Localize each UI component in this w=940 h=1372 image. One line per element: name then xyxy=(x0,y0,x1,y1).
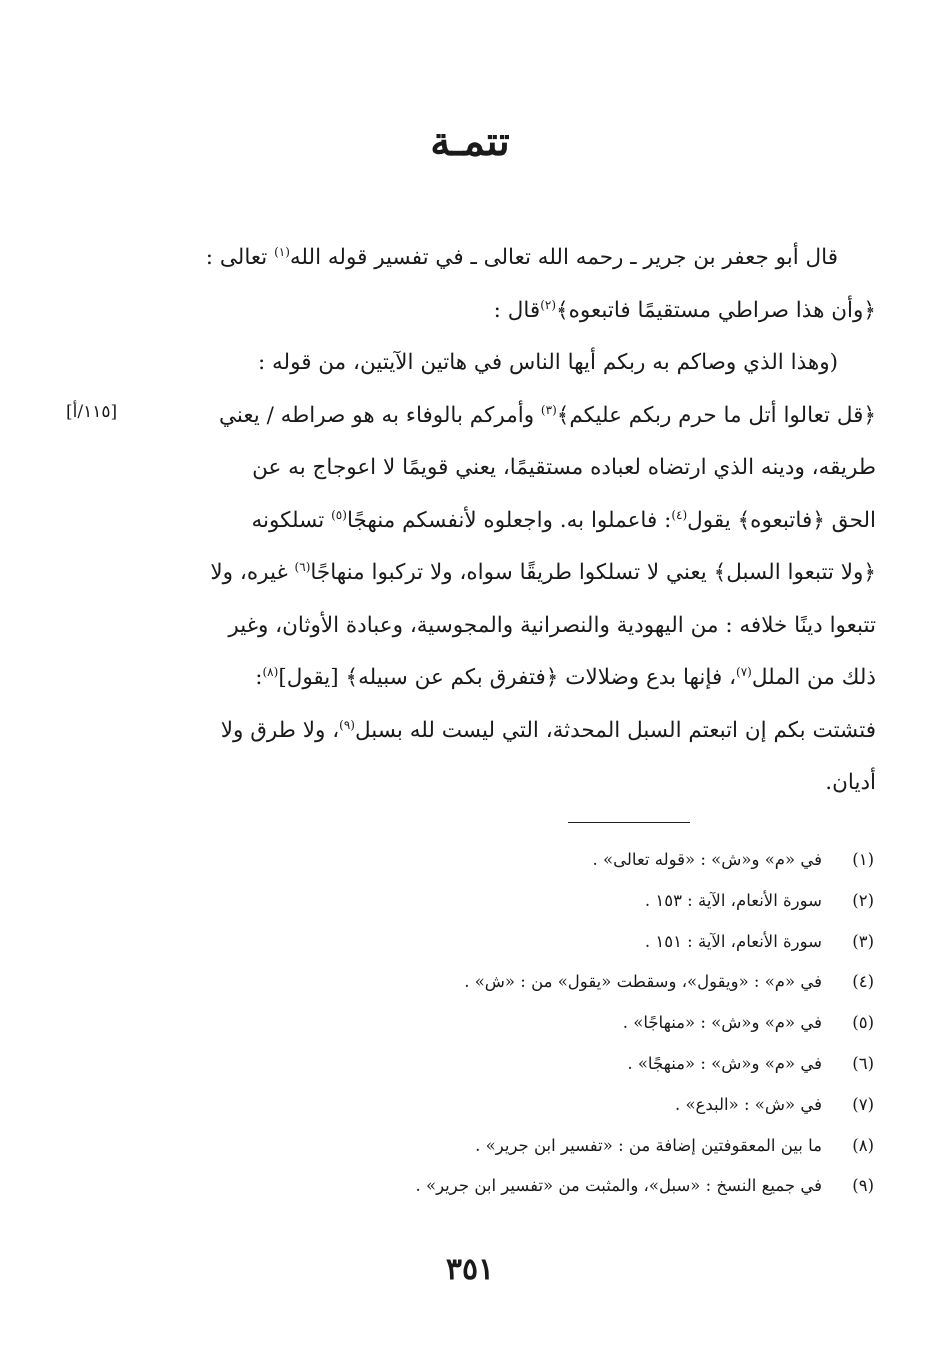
text-line xyxy=(163,390,876,443)
text-run: تسلكونه xyxy=(251,507,332,533)
text-run: ذلك من الملل xyxy=(751,665,876,690)
text-run: ﴿ولا تتبعوا السبل﴾ يعني لا تسلكوا طريقًا سواه، ولا تركبوا منهاجًا xyxy=(310,560,876,585)
footnote-number: (٦) xyxy=(852,1053,874,1073)
text-run: : فاعملوا به. واجعلوه لأنفسكم منهجًا xyxy=(346,507,672,533)
text-line xyxy=(163,652,876,705)
footnote-number: (٣) xyxy=(852,931,874,951)
footnote-number: (٢) xyxy=(852,890,874,910)
footnote-ref: (٧) xyxy=(736,664,752,679)
text-line xyxy=(163,547,876,600)
footnote-ref: (٢) xyxy=(540,297,557,312)
text-run: تتبعوا دينًا خلافه : من اليهودية والنصرانية والمجوسية، وعبادة الأوثان، وغير xyxy=(228,612,876,638)
text-run: أديان. xyxy=(825,770,876,795)
footnote-separator xyxy=(568,822,690,823)
main-text xyxy=(163,232,876,810)
text-line xyxy=(163,285,876,338)
text-run: طريقه، ودينه الذي ارتضاه لعباده مستقيمًا، يعني قويمًا لا اعوجاج به عن xyxy=(252,455,876,480)
page-number: ٣٥١ xyxy=(445,1252,495,1287)
text-run: قال أبو جعفر بن جرير ـ رحمه الله تعالى ـ في تفسير قوله الله xyxy=(289,245,838,270)
text-line xyxy=(163,442,876,495)
footnote-number: (٩) xyxy=(852,1176,874,1196)
text-line xyxy=(163,495,876,548)
text-run: ، ولا طرق ولا xyxy=(220,717,340,743)
footnote xyxy=(180,962,880,1003)
text-run: (وهذا الذي وصاكم به ربكم أيها الناس في هاتين الآيتين، من قوله : xyxy=(257,350,838,375)
footnote xyxy=(180,1166,880,1207)
text-run: قال : xyxy=(493,297,541,323)
text-run: تعالى : xyxy=(205,245,275,270)
footnote-ref: (٤) xyxy=(671,507,688,522)
section-title: تتمـة xyxy=(430,118,510,165)
footnote xyxy=(180,1003,880,1044)
footnote xyxy=(180,840,880,881)
footnote-text: في «م» و«ش» : «قوله تعالى» . xyxy=(592,850,822,869)
footnote-ref: (١) xyxy=(274,244,290,259)
text-run: ﴿وأن هذا صراطي مستقيمًا فاتبعوه﴾ xyxy=(556,297,876,323)
text-line xyxy=(163,757,876,810)
text-run: : xyxy=(255,665,263,690)
footnote-ref: (٦) xyxy=(294,559,311,574)
footnote-ref: (٨) xyxy=(262,664,279,679)
text-run: وأمركم بالوفاء به هو صراطه / يعني xyxy=(218,402,541,428)
footnote-text: في «م» و«ش» : «منهجًا» . xyxy=(627,1053,822,1073)
manuscript-folio-marker: [١١٥/أ] xyxy=(66,402,118,422)
footnote-text: سورة الأنعام، الآية : ١٥٣ . xyxy=(644,890,822,910)
footnote xyxy=(180,922,880,963)
footnote-text: في «م» : «ويقول»، وسقطت «يقول» من : «ش» . xyxy=(464,972,822,992)
footnote-text: في «ش» : «البدع» . xyxy=(674,1094,822,1114)
footnote-number: (٤) xyxy=(852,972,874,992)
footnote-number: (١) xyxy=(852,850,874,869)
footnote-ref: (٥) xyxy=(331,507,347,522)
footnote xyxy=(180,881,880,922)
text-line xyxy=(163,600,876,653)
footnote-number: (٧) xyxy=(852,1094,874,1114)
text-run: ﴿قل تعالوا أتل ما حرم ربكم عليكم﴾ xyxy=(556,402,876,428)
footnote-number: (٥) xyxy=(852,1013,874,1033)
text-line xyxy=(163,232,876,285)
footnote-text: ما بين المعقوفتين إضافة من : «تفسير ابن جرير» . xyxy=(475,1135,822,1155)
footnote xyxy=(180,1126,880,1167)
footnote xyxy=(180,1085,880,1126)
footnote-number: (٨) xyxy=(852,1135,874,1155)
text-line xyxy=(163,337,876,390)
footnote-ref: (٣) xyxy=(540,402,557,417)
text-line xyxy=(163,705,876,758)
text-run: ، فإنها بدع وضلالات ﴿فتفرق بكم عن سبيله﴾ [يقول] xyxy=(278,665,737,690)
footnote-ref: (٩) xyxy=(339,717,355,732)
footnote-text: سورة الأنعام، الآية : ١٥١ . xyxy=(644,931,822,951)
text-run: الحق ﴿فاتبعوه﴾ يقول xyxy=(687,507,876,533)
footnote-text: في «م» و«ش» : «منهاجًا» . xyxy=(622,1013,822,1033)
footnote xyxy=(180,1044,880,1085)
footnote-text: في جميع النسخ : «سبل»، والمثبت من «تفسير ابن جرير» . xyxy=(415,1176,822,1196)
text-run: فتشتت بكم إن اتبعتم السبل المحدثة، التي ليست لله بسبل xyxy=(354,717,876,743)
text-run: غيره، ولا xyxy=(210,560,295,585)
footnotes xyxy=(180,840,880,1207)
